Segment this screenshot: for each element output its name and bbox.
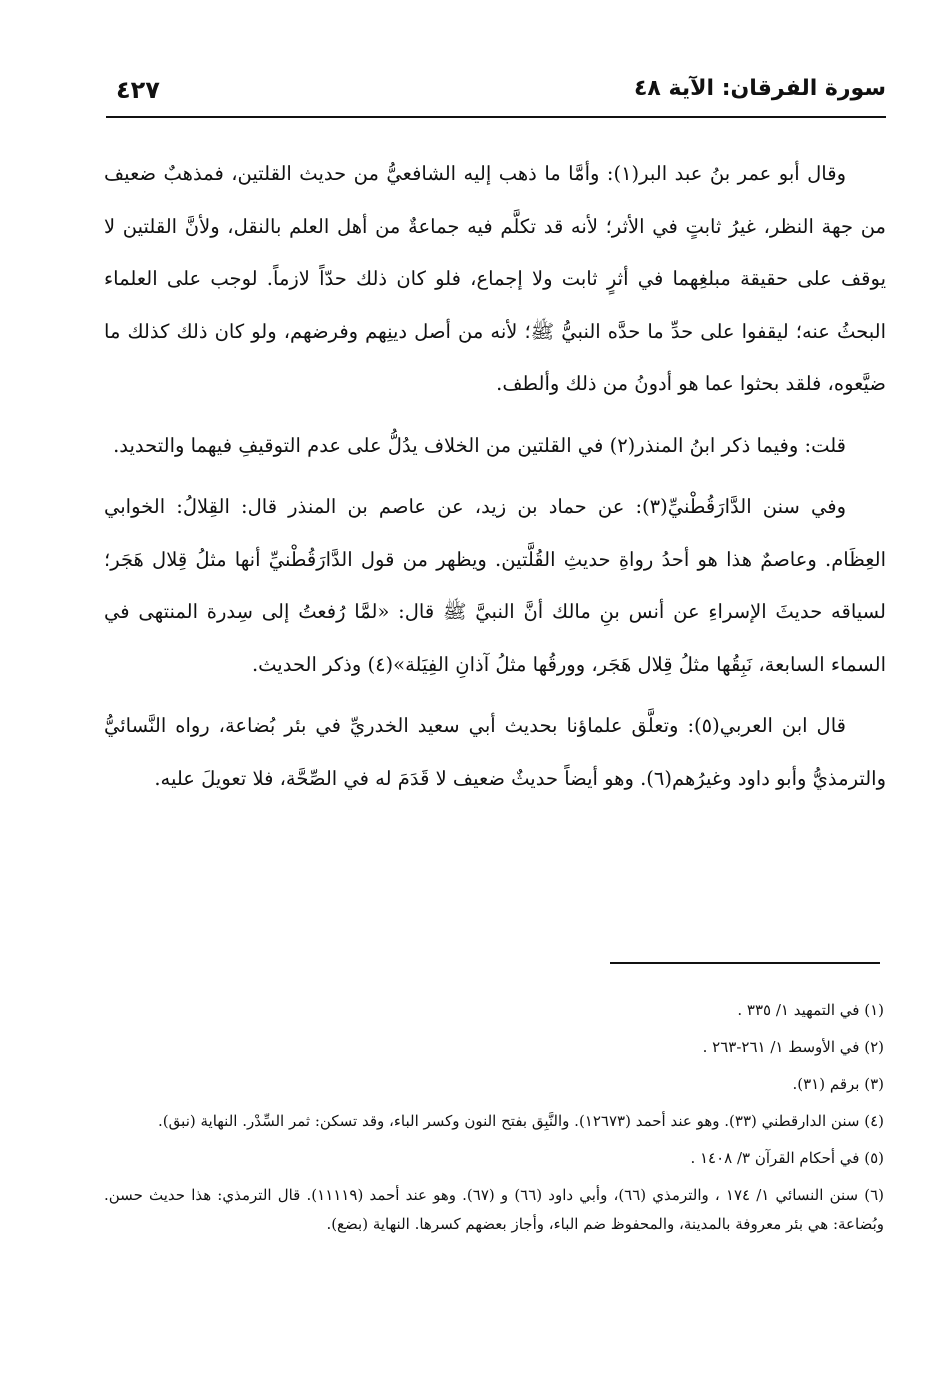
footnote-2: (٢) في الأوسط ١/ ٢٦١-٢٦٣ . (702, 1038, 884, 1056)
footnote-6: (٦) سنن النسائي ١/ ١٧٤ ، والترمذي (٦٦)، وأبي داود (٦٦) و (٦٧). وهو عند أحمد (١١١١٩). قال الترمذي: هذا حديث حسن. وبُضاعة: هي بئر معروفة بالمدينة، والمحفوظ ضم الباء، وأجاز بعضهم كسرها. النهاية (بضع). (104, 1186, 885, 1233)
page-number: ٤٢٧ (116, 76, 160, 104)
footnote-1: (١) في التمهيد ١/ ٣٣٥ . (737, 1001, 884, 1019)
paragraph-ibn-alarabi: قال ابن العربي(٥): وتعلَّق علماؤنا بحديث أبي سعيد الخدريِّ في بئر بُضاعة، رواه النَّسائيُّ والترمذيُّ وأبو داود وغيرُهم(٦). وهو أيضاً حديثٌ ضعيف لا قَدَمَ له في الصِّحَّة، فلا تعويلَ عليه. (104, 714, 886, 790)
footnote-4: (٤) سنن الدارقطني (٣٣). وهو عند أحمد (١٢٦٧٣). والنَّبِق بفتح النون وكسر الباء، وقد تسكن: ثمر السِّدْر. النهاية (نبق). (158, 1112, 884, 1130)
footnote-3: (٣) برقم (٣١). (792, 1075, 884, 1093)
footnote-5: (٥) في أحكام القرآن ٣/ ١٤٠٨ . (690, 1149, 884, 1167)
paragraph-ibn-almundhir: قلت: وفيما ذكر ابنُ المنذر(٢) في القلتين من الخلاف يدُلُّ على عدم التوقيفِ فيهما والتحديد. (113, 433, 846, 457)
running-title: سورة الفرقان: الآية ٤٨ (633, 76, 886, 101)
footnote-divider (610, 962, 880, 964)
paragraph-ibn-abd-albarr: وقال أبو عمر بنُ عبد البر(١): وأمَّا ما ذهب إليه الشافعيُّ من حديث القلتين، فمذهبٌ ضعيف من جهة النظر، غيرُ ثابتٍ في الأثر؛ لأنه قد تكلَّم فيه جماعةٌ من أهل العلم بالنقل، ولأنَّ القلتين لا يوقف على حقيقة مبلغِهما في أثرٍ ثابت ولا إجماع، فلو كان ذلك حدّاً لازماً. لوجب على العلماء البحثُ عنه؛ ليقفوا على حدِّ ما حدَّه النبيُّ ﷺ؛ لأنه من أصل دينِهم وفرضهم، ولو كان ذلك كذلك ما ضيَّعوه، فلقد بحثوا عما هو أدونُ من ذلك وألطف. (104, 162, 886, 395)
header-divider (106, 116, 886, 118)
page-header (106, 72, 886, 112)
paragraph-daraqutni: وفي سنن الدَّارَقُطْنيِّ(٣): عن حماد بن زيد، عن عاصم بن المنذر قال: القِلالُ: الخوابي العِظَام. وعاصمٌ هذا هو أحدُ رواةِ حديثِ القُلَّتين. ويظهر من قول الدَّارَقُطْنيِّ أنها مثلُ قِلال هَجَر؛ لسياقه حديثَ الإسراءِ عن أنس بنِ مالك أنَّ النبيَّ ﷺ قال: «لمَّا رُفعتُ إلى سِدرة المنتهى في السماء السابعة، نَبِقُها مثلُ قِلال هَجَر، وورقُها مثلُ آذانِ الفِيَلة»(٤) وذكر الحديث. (104, 495, 886, 676)
footnotes (104, 996, 884, 1247)
main-text (104, 148, 886, 814)
